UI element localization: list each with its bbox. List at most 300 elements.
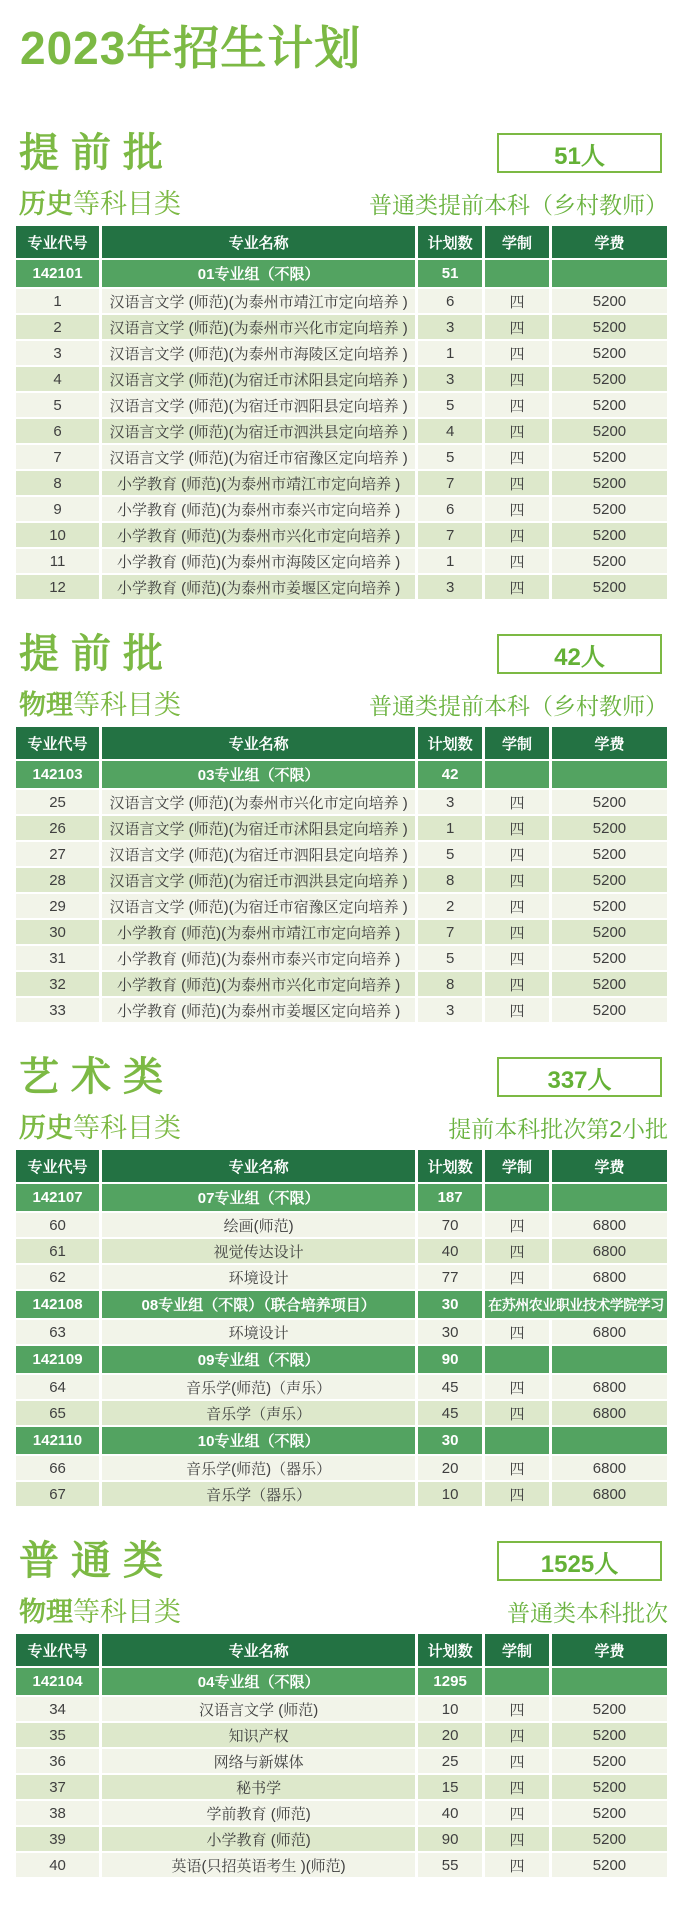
headcount-badge: 42人 [497, 634, 662, 674]
headcount-badge: 1525人 [497, 1541, 662, 1581]
section-subtitle-row [13, 1586, 670, 1628]
major-years: 四 [485, 1801, 549, 1825]
major-fee: 5200 [552, 497, 667, 521]
major-years: 四 [485, 1239, 549, 1263]
major-fee: 5200 [552, 419, 667, 443]
major-code: 31 [16, 946, 99, 970]
column-header: 专业名称 [102, 1634, 415, 1666]
major-name: 绘画(师范) [102, 1213, 415, 1237]
group-code: 142107 [16, 1184, 99, 1211]
major-name: 小学教育 (师范)(为泰州市靖江市定向培养 ) [102, 471, 415, 495]
page-title: 2023年招生计划 [20, 22, 362, 74]
major-code: 1 [16, 289, 99, 313]
major-years: 四 [485, 1456, 549, 1480]
group-fee-empty [552, 260, 667, 287]
major-years: 四 [485, 1775, 549, 1799]
group-name: 10专业组（不限） [102, 1427, 415, 1454]
group-row [16, 260, 667, 287]
plan-table [13, 1632, 670, 1879]
major-code: 30 [16, 920, 99, 944]
major-row [16, 1239, 667, 1263]
major-row [16, 289, 667, 313]
major-row [16, 367, 667, 391]
major-plan-count: 6 [418, 289, 482, 313]
major-fee: 5200 [552, 816, 667, 840]
group-row [16, 761, 667, 788]
subject-bold: 物理 [19, 690, 73, 720]
group-code: 142101 [16, 260, 99, 287]
major-fee: 5200 [552, 946, 667, 970]
column-header: 专业名称 [102, 1150, 415, 1182]
plan-table [13, 725, 670, 1024]
group-plan-count: 30 [418, 1427, 482, 1454]
major-row [16, 920, 667, 944]
subject-type-label [19, 683, 181, 722]
major-name: 小学教育 (师范)(为泰州市姜堰区定向培养 ) [102, 998, 415, 1022]
major-row [16, 1213, 667, 1237]
major-row [16, 1749, 667, 1773]
major-row [16, 419, 667, 443]
major-name: 汉语言文学 (师范) [102, 1697, 415, 1721]
major-code: 66 [16, 1456, 99, 1480]
major-years: 四 [485, 868, 549, 892]
section-subtitle-row [13, 1102, 670, 1144]
major-code: 26 [16, 816, 99, 840]
group-code: 142110 [16, 1427, 99, 1454]
column-header: 专业代号 [16, 226, 99, 258]
group-fee-empty [552, 1346, 667, 1373]
group-row [16, 1346, 667, 1373]
major-name: 小学教育 (师范)(为泰州市兴化市定向培养 ) [102, 972, 415, 996]
major-row [16, 471, 667, 495]
table-header-row [16, 727, 667, 759]
major-plan-count: 90 [418, 1827, 482, 1851]
group-plan-count: 30 [418, 1291, 482, 1318]
major-code: 6 [16, 419, 99, 443]
group-years-empty [485, 1427, 549, 1454]
major-code: 35 [16, 1723, 99, 1747]
subject-bold: 历史 [19, 189, 73, 219]
subject-rest: 等科目类 [73, 690, 181, 720]
major-row [16, 1265, 667, 1289]
major-plan-count: 55 [418, 1853, 482, 1877]
major-fee: 5200 [552, 972, 667, 996]
group-years-empty [485, 1668, 549, 1695]
major-fee: 5200 [552, 445, 667, 469]
major-code: 7 [16, 445, 99, 469]
major-name: 汉语言文学 (师范)(为宿迁市泗洪县定向培养 ) [102, 868, 415, 892]
group-fee-empty [552, 1184, 667, 1211]
major-fee: 6800 [552, 1482, 667, 1506]
major-fee: 5200 [552, 289, 667, 313]
major-code: 64 [16, 1375, 99, 1399]
major-plan-count: 8 [418, 972, 482, 996]
major-years: 四 [485, 1265, 549, 1289]
plan-section-3 [13, 1054, 670, 1508]
major-plan-count: 1 [418, 341, 482, 365]
major-name: 环境设计 [102, 1265, 415, 1289]
table-header-row [16, 226, 667, 258]
major-row [16, 497, 667, 521]
group-years-empty [485, 260, 549, 287]
major-plan-count: 3 [418, 367, 482, 391]
plan-section-4 [13, 1538, 670, 1879]
plan-table [13, 224, 670, 601]
major-code: 60 [16, 1213, 99, 1237]
major-fee: 5200 [552, 523, 667, 547]
major-years: 四 [485, 523, 549, 547]
section-heading: 普通类 [19, 1539, 175, 1583]
table-header-row [16, 1150, 667, 1182]
major-row [16, 575, 667, 599]
major-row [16, 445, 667, 469]
major-row [16, 894, 667, 918]
major-code: 38 [16, 1801, 99, 1825]
major-row [16, 1320, 667, 1344]
major-row [16, 1775, 667, 1799]
major-code: 4 [16, 367, 99, 391]
major-plan-count: 1 [418, 549, 482, 573]
group-row [16, 1291, 667, 1318]
major-plan-count: 10 [418, 1697, 482, 1721]
major-years: 四 [485, 549, 549, 573]
major-code: 37 [16, 1775, 99, 1799]
major-name: 学前教育 (师范) [102, 1801, 415, 1825]
major-code: 11 [16, 549, 99, 573]
group-years-empty [485, 761, 549, 788]
major-name: 汉语言文学 (师范)(为宿迁市泗洪县定向培养 ) [102, 419, 415, 443]
subject-rest: 等科目类 [73, 189, 181, 219]
major-years: 四 [485, 575, 549, 599]
major-plan-count: 8 [418, 868, 482, 892]
subject-rest: 等科目类 [73, 1597, 181, 1627]
group-plan-count: 42 [418, 761, 482, 788]
major-row [16, 1853, 667, 1877]
section-header-row [13, 631, 670, 679]
group-row [16, 1668, 667, 1695]
section-subtitle-row [13, 178, 670, 220]
column-header: 专业代号 [16, 727, 99, 759]
group-fee-empty [552, 1668, 667, 1695]
major-plan-count: 7 [418, 471, 482, 495]
major-code: 34 [16, 1697, 99, 1721]
major-row [16, 341, 667, 365]
group-fee-empty [552, 1427, 667, 1454]
major-plan-count: 10 [418, 1482, 482, 1506]
major-fee: 6800 [552, 1320, 667, 1344]
group-name: 07专业组（不限） [102, 1184, 415, 1211]
major-name: 秘书学 [102, 1775, 415, 1799]
major-fee: 5200 [552, 549, 667, 573]
major-row [16, 946, 667, 970]
major-fee: 5200 [552, 575, 667, 599]
major-fee: 5200 [552, 1827, 667, 1851]
subject-type-label [19, 1590, 181, 1629]
major-row [16, 1482, 667, 1506]
major-fee: 5200 [552, 1723, 667, 1747]
section-header-row [13, 1054, 670, 1102]
sections-container [0, 130, 683, 1879]
section-header-row [13, 130, 670, 178]
major-code: 36 [16, 1749, 99, 1773]
major-plan-count: 70 [418, 1213, 482, 1237]
column-header: 专业代号 [16, 1150, 99, 1182]
group-code: 142103 [16, 761, 99, 788]
group-name: 09专业组（不限） [102, 1346, 415, 1373]
major-row [16, 393, 667, 417]
major-name: 环境设计 [102, 1320, 415, 1344]
major-plan-count: 6 [418, 497, 482, 521]
group-plan-count: 187 [418, 1184, 482, 1211]
major-code: 33 [16, 998, 99, 1022]
batch-label: 普通类提前本科（乡村教师） [369, 693, 668, 719]
major-years: 四 [485, 1401, 549, 1425]
major-years: 四 [485, 341, 549, 365]
major-plan-count: 45 [418, 1375, 482, 1399]
subject-type-label [19, 182, 181, 221]
major-plan-count: 30 [418, 1320, 482, 1344]
major-years: 四 [485, 1482, 549, 1506]
major-plan-count: 25 [418, 1749, 482, 1773]
major-code: 25 [16, 790, 99, 814]
major-years: 四 [485, 1320, 549, 1344]
major-fee: 5200 [552, 1853, 667, 1877]
section-subtitle-row [13, 679, 670, 721]
major-plan-count: 2 [418, 894, 482, 918]
major-plan-count: 5 [418, 842, 482, 866]
major-plan-count: 7 [418, 920, 482, 944]
major-row [16, 972, 667, 996]
major-years: 四 [485, 842, 549, 866]
major-code: 63 [16, 1320, 99, 1344]
major-code: 2 [16, 315, 99, 339]
major-fee: 5200 [552, 471, 667, 495]
major-years: 四 [485, 367, 549, 391]
major-name: 汉语言文学 (师范)(为泰州市兴化市定向培养 ) [102, 315, 415, 339]
major-years: 四 [485, 972, 549, 996]
major-fee: 6800 [552, 1265, 667, 1289]
major-name: 汉语言文学 (师范)(为宿迁市沭阳县定向培养 ) [102, 816, 415, 840]
major-code: 5 [16, 393, 99, 417]
major-years: 四 [485, 315, 549, 339]
major-row [16, 1697, 667, 1721]
major-plan-count: 3 [418, 315, 482, 339]
major-plan-count: 77 [418, 1265, 482, 1289]
column-header: 计划数 [418, 727, 482, 759]
section-heading: 提前批 [19, 632, 175, 676]
section-heading: 艺术类 [19, 1055, 175, 1099]
subject-bold: 历史 [19, 1113, 73, 1143]
group-code: 142108 [16, 1291, 99, 1318]
group-row [16, 1184, 667, 1211]
major-fee: 5200 [552, 367, 667, 391]
major-plan-count: 3 [418, 790, 482, 814]
major-plan-count: 1 [418, 816, 482, 840]
major-fee: 6800 [552, 1239, 667, 1263]
major-name: 音乐学(师范)（声乐） [102, 1375, 415, 1399]
column-header: 学费 [552, 727, 667, 759]
major-plan-count: 3 [418, 998, 482, 1022]
group-code: 142104 [16, 1668, 99, 1695]
subject-rest: 等科目类 [73, 1113, 181, 1143]
group-plan-count: 1295 [418, 1668, 482, 1695]
major-name: 小学教育 (师范)(为泰州市姜堰区定向培养 ) [102, 575, 415, 599]
column-header: 学费 [552, 226, 667, 258]
major-name: 视觉传达设计 [102, 1239, 415, 1263]
column-header: 计划数 [418, 226, 482, 258]
major-fee: 6800 [552, 1401, 667, 1425]
group-name: 03专业组（不限） [102, 761, 415, 788]
major-plan-count: 15 [418, 1775, 482, 1799]
column-header: 计划数 [418, 1150, 482, 1182]
major-code: 67 [16, 1482, 99, 1506]
column-header: 计划数 [418, 1634, 482, 1666]
section-header-row [13, 1538, 670, 1586]
major-fee: 6800 [552, 1456, 667, 1480]
major-name: 小学教育 (师范)(为泰州市泰兴市定向培养 ) [102, 497, 415, 521]
major-code: 32 [16, 972, 99, 996]
major-code: 61 [16, 1239, 99, 1263]
major-years: 四 [485, 497, 549, 521]
major-code: 10 [16, 523, 99, 547]
major-years: 四 [485, 1723, 549, 1747]
major-code: 65 [16, 1401, 99, 1425]
major-plan-count: 4 [418, 419, 482, 443]
major-years: 四 [485, 946, 549, 970]
major-code: 40 [16, 1853, 99, 1877]
major-code: 28 [16, 868, 99, 892]
major-row [16, 816, 667, 840]
headcount-badge: 337人 [497, 1057, 662, 1097]
major-code: 8 [16, 471, 99, 495]
major-plan-count: 20 [418, 1456, 482, 1480]
major-plan-count: 5 [418, 946, 482, 970]
major-name: 小学教育 (师范)(为泰州市靖江市定向培养 ) [102, 920, 415, 944]
major-fee: 5200 [552, 842, 667, 866]
major-fee: 6800 [552, 1375, 667, 1399]
group-name: 01专业组（不限） [102, 260, 415, 287]
major-fee: 5200 [552, 894, 667, 918]
major-code: 3 [16, 341, 99, 365]
major-name: 网络与新媒体 [102, 1749, 415, 1773]
major-name: 小学教育 (师范)(为泰州市海陵区定向培养 ) [102, 549, 415, 573]
major-code: 39 [16, 1827, 99, 1851]
column-header: 学费 [552, 1634, 667, 1666]
major-row [16, 523, 667, 547]
major-plan-count: 40 [418, 1801, 482, 1825]
major-plan-count: 5 [418, 445, 482, 469]
major-fee: 5200 [552, 341, 667, 365]
major-row [16, 1401, 667, 1425]
major-plan-count: 20 [418, 1723, 482, 1747]
major-years: 四 [485, 1749, 549, 1773]
major-years: 四 [485, 790, 549, 814]
major-fee: 5200 [552, 920, 667, 944]
major-name: 汉语言文学 (师范)(为宿迁市泗阳县定向培养 ) [102, 393, 415, 417]
major-name: 小学教育 (师范)(为泰州市泰兴市定向培养 ) [102, 946, 415, 970]
major-years: 四 [485, 816, 549, 840]
major-code: 62 [16, 1265, 99, 1289]
major-fee: 5200 [552, 1775, 667, 1799]
group-note: 在苏州农业职业技术学院学习 [485, 1291, 667, 1318]
major-row [16, 315, 667, 339]
group-years-empty [485, 1346, 549, 1373]
major-years: 四 [485, 1375, 549, 1399]
column-header: 学制 [485, 226, 549, 258]
major-years: 四 [485, 419, 549, 443]
major-name: 汉语言文学 (师范)(为宿迁市泗阳县定向培养 ) [102, 842, 415, 866]
major-fee: 6800 [552, 1213, 667, 1237]
major-name: 知识产权 [102, 1723, 415, 1747]
subject-type-label [19, 1106, 181, 1145]
major-years: 四 [485, 289, 549, 313]
plan-section-2 [13, 631, 670, 1024]
group-name: 04专业组（不限） [102, 1668, 415, 1695]
subject-bold: 物理 [19, 1597, 73, 1627]
major-plan-count: 45 [418, 1401, 482, 1425]
major-fee: 5200 [552, 1697, 667, 1721]
major-name: 汉语言文学 (师范)(为宿迁市宿豫区定向培养 ) [102, 445, 415, 469]
major-name: 汉语言文学 (师范)(为宿迁市沭阳县定向培养 ) [102, 367, 415, 391]
major-row [16, 549, 667, 573]
headcount-badge: 51人 [497, 133, 662, 173]
major-row [16, 1456, 667, 1480]
major-name: 音乐学(师范)（器乐） [102, 1456, 415, 1480]
major-years: 四 [485, 1213, 549, 1237]
major-name: 英语(只招英语考生 )(师范) [102, 1853, 415, 1877]
batch-label: 普通类提前本科（乡村教师） [369, 192, 668, 218]
batch-label: 普通类本科批次 [507, 1600, 668, 1626]
batch-label: 提前本科批次第2小批 [448, 1116, 668, 1142]
major-name: 汉语言文学 (师范)(为泰州市兴化市定向培养 ) [102, 790, 415, 814]
major-code: 29 [16, 894, 99, 918]
major-name: 汉语言文学 (师范)(为泰州市海陵区定向培养 ) [102, 341, 415, 365]
table-header-row [16, 1634, 667, 1666]
major-years: 四 [485, 998, 549, 1022]
group-plan-count: 90 [418, 1346, 482, 1373]
major-years: 四 [485, 894, 549, 918]
column-header: 学制 [485, 1150, 549, 1182]
major-code: 12 [16, 575, 99, 599]
major-row [16, 868, 667, 892]
major-row [16, 1827, 667, 1851]
major-name: 音乐学（器乐） [102, 1482, 415, 1506]
group-plan-count: 51 [418, 260, 482, 287]
plan-table [13, 1148, 670, 1508]
column-header: 专业代号 [16, 1634, 99, 1666]
major-plan-count: 3 [418, 575, 482, 599]
major-name: 音乐学（声乐） [102, 1401, 415, 1425]
major-name: 汉语言文学 (师范)(为宿迁市宿豫区定向培养 ) [102, 894, 415, 918]
column-header: 专业名称 [102, 727, 415, 759]
major-row [16, 1723, 667, 1747]
major-years: 四 [485, 1697, 549, 1721]
major-plan-count: 7 [418, 523, 482, 547]
plan-section-1 [13, 130, 670, 601]
major-name: 汉语言文学 (师范)(为泰州市靖江市定向培养 ) [102, 289, 415, 313]
section-heading: 提前批 [19, 131, 175, 175]
major-fee: 5200 [552, 1749, 667, 1773]
major-years: 四 [485, 1853, 549, 1877]
column-header: 专业名称 [102, 226, 415, 258]
major-years: 四 [485, 920, 549, 944]
column-header: 学制 [485, 727, 549, 759]
major-fee: 5200 [552, 790, 667, 814]
major-plan-count: 40 [418, 1239, 482, 1263]
major-name: 小学教育 (师范)(为泰州市兴化市定向培养 ) [102, 523, 415, 547]
major-row [16, 1801, 667, 1825]
major-fee: 5200 [552, 1801, 667, 1825]
